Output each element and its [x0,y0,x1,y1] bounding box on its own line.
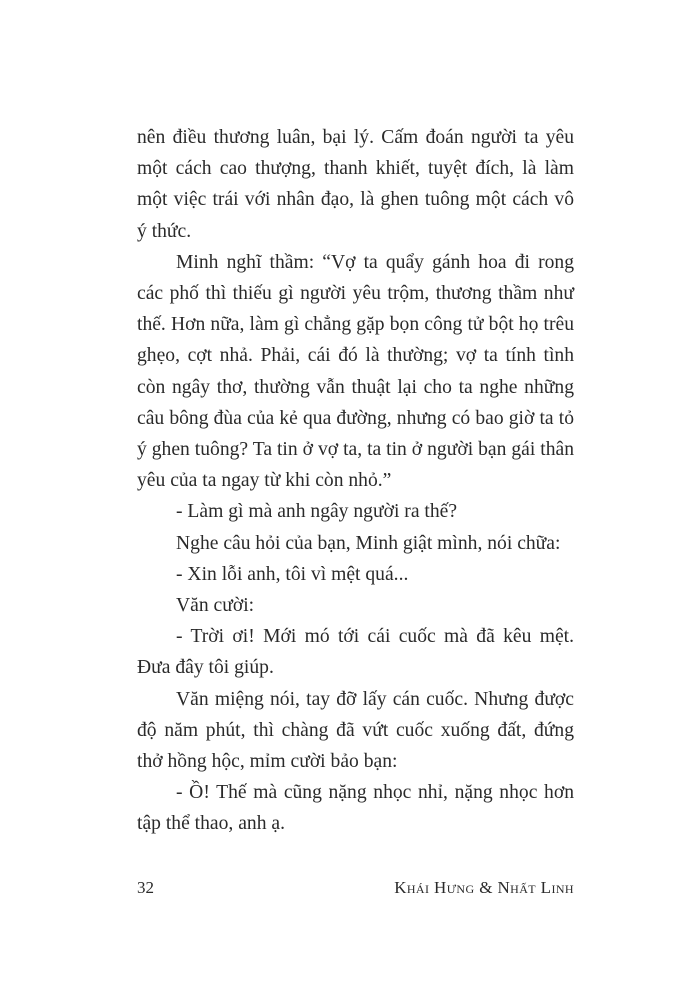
paragraph: Minh nghĩ thầm: “Vợ ta quẩy gánh hoa đi rong các phố thì thiếu gì người yêu trộm, thương thầm như thế. Hơn nữa, làm gì chẳng gặp bọn công tử bột họ trêu ghẹo, cợt nhả. Phải, cái đó là thường; vợ ta tính tình còn ngây thơ, thường vẫn thuật lại cho ta nghe những câu bông đùa của kẻ qua đường, nhưng có bao giờ ta tỏ ý ghen tuông? Ta tin ở vợ ta, ta tin ở người bạn gái thân yêu của ta ngay từ khi còn nhỏ.” [137,251,574,492]
paragraph: - Làm gì mà anh ngây người ra thế? [176,501,458,523]
paragraph: - Xin lỗi anh, tôi vì mệt quá... [176,563,409,585]
paragraph: - Trời ơi! Mới mó tới cái cuốc mà đã kêu mệt. Đưa đây tôi giúp. [137,626,574,679]
paragraph: nên điều thương luân, bại lý. Cấm đoán người ta yêu một cách cao thượng, thanh khiết, tuyệt đích, là làm một việc trái với nhân đạo, là ghen tuông một cách vô ý thức. [137,127,574,242]
page-number: 32 [137,878,154,897]
paragraph: Nghe câu hỏi của bạn, Minh giật mình, nói chữa: [176,532,561,554]
running-head: Khái Hưng & Nhất Linh [394,878,574,897]
paragraph: Văn miệng nói, tay đỡ lấy cán cuốc. Nhưng được độ năm phút, thì chàng đã vứt cuốc xuống đất, đứng thở hồng hộc, mỉm cười bảo bạn: [137,688,574,773]
paragraph: Văn cười: [176,595,255,617]
body-text [137,122,574,840]
paragraph: - Ồ! Thế mà cũng nặng nhọc nhỉ, nặng nhọc hơn tập thể thao, anh ạ. [137,782,574,835]
page-footer [137,874,574,902]
